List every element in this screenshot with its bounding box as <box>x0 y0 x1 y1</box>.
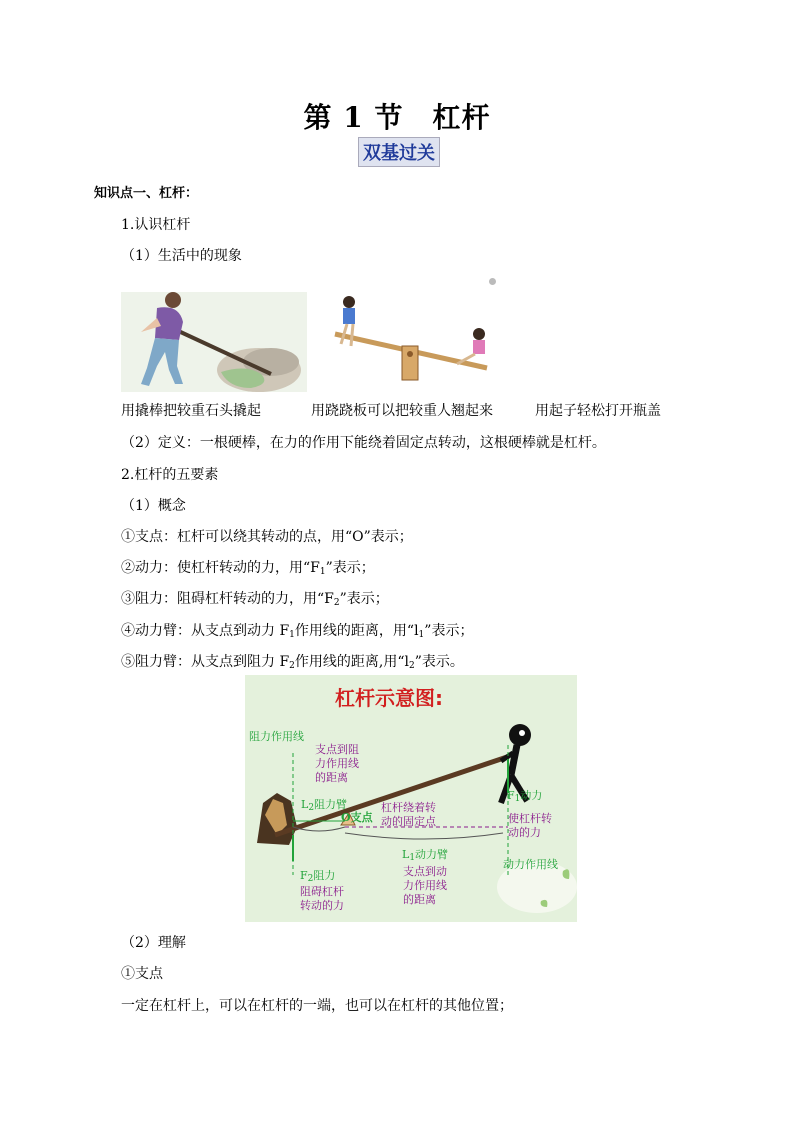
section-subtitle: 双基过关 <box>358 137 440 167</box>
heading-five-elements: 2.杠杆的五要素 <box>121 467 219 483</box>
heading-daily-phenomena: （1）生活中的现象 <box>121 248 242 264</box>
element-resistance-arm: ⑤阻力臂：从支点到阻力 $F_2$作用线的距离,用“$l_2$”表示。 <box>121 654 464 671</box>
heading-fulcrum: ①支点 <box>121 966 163 982</box>
label-effort-desc: 使杠杆转 动的力 <box>508 812 552 839</box>
label-fulcrum-o: O支点 <box>341 811 373 824</box>
caption-crowbar: 用撬棒把较重石头撬起 <box>121 403 261 419</box>
element-fulcrum: ①支点：杠杆可以绕其转动的点，用“O”表示； <box>121 529 413 545</box>
definition-text: （2）定义：一根硬棒，在力的作用下能绕着固定点转动，这根硬棒就是杠杆。 <box>121 435 606 451</box>
knowledge-point-heading: 知识点一、杠杆： <box>94 186 199 201</box>
diagram-title: 杠杆示意图: <box>335 686 443 710</box>
heading-recognize-lever: 1.认识杠杆 <box>121 217 191 233</box>
label-hinder-desc: 阻碍杠杆 转动的力 <box>300 885 344 912</box>
heading-understanding: （2）理解 <box>121 935 186 951</box>
label-effort-arm-desc: 支点到动 力作用线 的距离 <box>403 865 447 906</box>
caption-bottle-opener: 用起子轻松打开瓶盖 <box>535 403 661 419</box>
image-handle <box>489 278 496 285</box>
label-f2: $F_2$阻力 <box>300 869 336 884</box>
crowbar-illustration <box>121 292 307 392</box>
caption-seesaw: 用跷跷板可以把较重人翘起来 <box>311 403 493 419</box>
element-resistance-force: ③阻力：阻碍杠杆转动的力，用“$F_2$”表示； <box>121 591 389 608</box>
label-resistance-arm-desc: 支点到阻 力作用线 的距离 <box>315 743 359 784</box>
label-pivot-desc: 杠杆绕着转 动的固定点 <box>381 801 436 828</box>
label-l1: $L_1$动力臂 <box>402 848 449 863</box>
label-resistance-line: 阻力作用线 <box>249 730 304 743</box>
label-l2: $L_2$阻力臂 <box>301 798 348 813</box>
seesaw-illustration <box>327 296 492 384</box>
label-f1: $F_1$动力 <box>507 789 543 804</box>
page-title: 第 1 节 杠杆 <box>303 101 491 134</box>
element-effort-force: ②动力：使杠杆转动的力，用“$F_1$”表示； <box>121 560 375 577</box>
label-effort-line: 动力作用线 <box>503 858 558 871</box>
fulcrum-explanation: 一定在杠杆上，可以在杠杆的一端，也可以在杠杆的其他位置； <box>121 998 513 1014</box>
heading-concept: （1）概念 <box>121 498 186 514</box>
lever-diagram <box>245 675 577 922</box>
element-effort-arm: ④动力臂：从支点到动力 $F_1$作用线的距离，用“$l_1$”表示； <box>121 623 474 640</box>
